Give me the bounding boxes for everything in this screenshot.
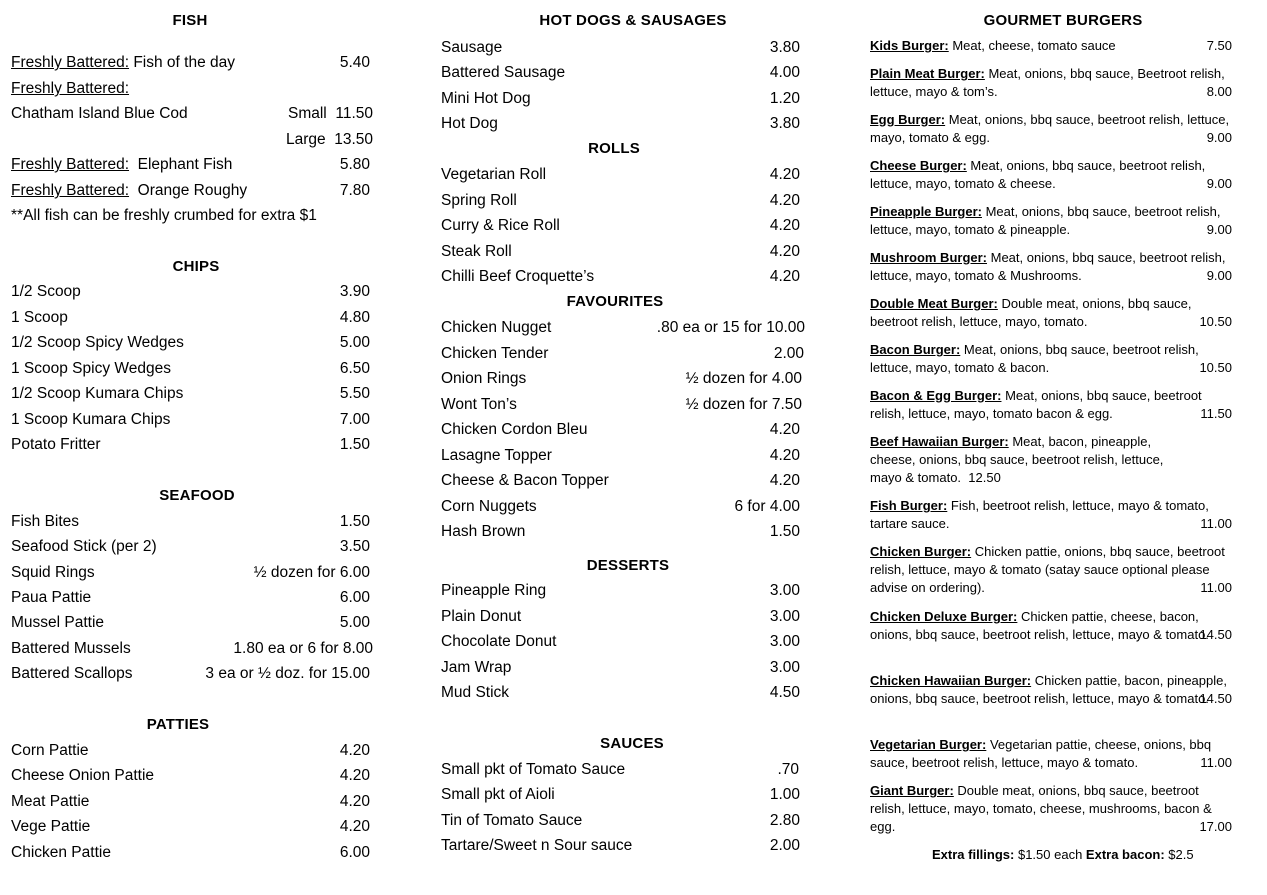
- menu-item: Chicken Cordon Bleu 4.20: [441, 421, 800, 438]
- menu-item: 1 Scoop Kumara Chips 7.00: [11, 411, 370, 428]
- sauces-heading: SAUCES: [600, 735, 664, 752]
- menu-item: Mini Hot Dog 1.20: [441, 90, 800, 107]
- menu-item: Paua Pattie 6.00: [11, 589, 370, 606]
- burger-item: Egg Burger: Meat, onions, bbq sauce, beetroot relish, lettuce, mayo, tomato & egg. 9.00: [870, 112, 1232, 146]
- menu-item: Chicken Tender 2.00: [441, 345, 804, 362]
- burger-item: Chicken Deluxe Burger: Chicken pattie, cheese, bacon, onions, bbq sauce, beetroot relish, lettuce, mayo & tomato. 14.50: [870, 609, 1232, 643]
- menu-item: Freshly Battered: Elephant Fish 5.80: [11, 156, 370, 173]
- burger-item: Giant Burger: Double meat, onions, bbq sauce, beetroot relish, lettuce, mayo, tomato, cheese, mushrooms, bacon & egg. 17.00: [870, 783, 1232, 835]
- burger-item: Fish Burger: Fish, beetroot relish, lettuce, mayo & tomato, tartare sauce. 11.00: [870, 498, 1232, 532]
- burger-item: Chicken Burger: Chicken pattie, onions, bbq sauce, beetroot relish, lettuce, mayo & tomato (satay sauce optional please advise on ordering). 11.00: [870, 544, 1232, 596]
- menu-item: Seafood Stick (per 2) 3.50: [11, 538, 370, 555]
- patties-heading: PATTIES: [146, 716, 210, 733]
- burger-item: Double Meat Burger: Double meat, onions, bbq sauce, beetroot relish, lettuce, mayo, tomato. 10.50: [870, 296, 1232, 330]
- menu-item: Meat Pattie 4.20: [11, 793, 370, 810]
- menu-item: Plain Donut 3.00: [441, 608, 800, 625]
- menu-item: Lasagne Topper 4.20: [441, 447, 800, 464]
- menu-item: Tartare/Sweet n Sour sauce 2.00: [441, 837, 800, 854]
- menu-item: Corn Pattie 4.20: [11, 742, 370, 759]
- hotdogs-heading: HOT DOGS & SAUSAGES: [539, 12, 727, 29]
- menu-item: Battered Sausage 4.00: [441, 64, 800, 81]
- menu-item: Pineapple Ring 3.00: [441, 582, 800, 599]
- burger-item: Vegetarian Burger: Vegetarian pattie, cheese, onions, bbq sauce, beetroot relish, lettuce, mayo & tomato. 11.00: [870, 737, 1232, 771]
- menu-item: Corn Nuggets 6 for 4.00: [441, 498, 800, 515]
- menu-item: Mussel Pattie 5.00: [11, 614, 370, 631]
- fish-note: **All fish can be freshly crumbed for extra $1: [11, 207, 317, 224]
- menu-item: Small pkt of Aioli 1.00: [441, 786, 800, 803]
- chips-heading: CHIPS: [172, 258, 220, 275]
- menu-item: Freshly Battered:: [11, 80, 130, 97]
- burgers-heading: GOURMET BURGERS: [983, 12, 1143, 29]
- burger-item: Mushroom Burger: Meat, onions, bbq sauce, beetroot relish, lettuce, mayo, tomato & Mushrooms. 9.00: [870, 250, 1232, 284]
- burger-item: Beef Hawaiian Burger: Meat, bacon, pineapple, cheese, onions, bbq sauce, beetroot relish, lettuce, mayo & tomato. 12.50: [870, 434, 1164, 486]
- menu-item: Small pkt of Tomato Sauce .70: [441, 761, 799, 778]
- burger-item: Bacon & Egg Burger: Meat, onions, bbq sauce, beetroot relish, lettuce, mayo, tomato bacon & egg. 11.50: [870, 388, 1232, 422]
- burger-item: Kids Burger: Meat, cheese, tomato sauce 7.50: [870, 38, 1232, 53]
- burger-item: Plain Meat Burger: Meat, onions, bbq sauce, Beetroot relish, lettuce, mayo & tom’s. 8.00: [870, 66, 1232, 100]
- menu-item: Mud Stick 4.50: [441, 684, 800, 701]
- extras-note: Extra fillings: $1.50 each Extra bacon: $2.5: [932, 847, 1194, 862]
- seafood-heading: SEAFOOD: [159, 487, 235, 504]
- menu-item: Chocolate Donut 3.00: [441, 633, 800, 650]
- menu-item: Steak Roll 4.20: [441, 243, 800, 260]
- desserts-heading: DESSERTS: [586, 557, 670, 574]
- menu-item: Large 13.50: [285, 131, 373, 148]
- menu-item: Battered Scallops 3 ea or ½ doz. for 15.00: [11, 665, 370, 682]
- burger-item: Chicken Hawaiian Burger: Chicken pattie, bacon, pineapple, onions, bbq sauce, beetroot relish, lettuce, mayo & tomato. 14.50: [870, 673, 1232, 707]
- menu-item: Spring Roll 4.20: [441, 192, 800, 209]
- fish-heading: FISH: [172, 12, 208, 29]
- menu-item: Freshly Battered: Orange Roughy 7.80: [11, 182, 370, 199]
- menu-item: Tin of Tomato Sauce 2.80: [441, 812, 800, 829]
- menu-item: Cheese & Bacon Topper 4.20: [441, 472, 800, 489]
- menu-item: Sausage 3.80: [441, 39, 800, 56]
- menu-item: Jam Wrap 3.00: [441, 659, 800, 676]
- menu-item: Chicken Nugget .80 ea or 15 for 10.00: [441, 319, 805, 336]
- menu-item: Freshly Battered: Fish of the day 5.40: [11, 54, 370, 71]
- menu-item: 1/2 Scoop 3.90: [11, 283, 370, 300]
- menu-item: Chilli Beef Croquette’s 4.20: [441, 268, 800, 285]
- menu-item: 1/2 Scoop Spicy Wedges 5.00: [11, 334, 370, 351]
- burger-item: Bacon Burger: Meat, onions, bbq sauce, beetroot relish, lettuce, mayo, tomato & bacon. 10.50: [870, 342, 1232, 376]
- menu-item: Vegetarian Roll 4.20: [441, 166, 800, 183]
- menu-item: Cheese Onion Pattie 4.20: [11, 767, 370, 784]
- menu-item: Vege Pattie 4.20: [11, 818, 370, 835]
- menu-item: Battered Mussels 1.80 ea or 6 for 8.00: [11, 640, 373, 657]
- menu-item: Hash Brown 1.50: [441, 523, 800, 540]
- menu-item: 1 Scoop 4.80: [11, 309, 370, 326]
- menu-item: Chicken Pattie 6.00: [11, 844, 370, 861]
- favourites-heading: FAVOURITES: [566, 293, 664, 310]
- menu-item: Hot Dog 3.80: [441, 115, 800, 132]
- menu-item: Wont Ton’s ½ dozen for 7.50: [441, 396, 802, 413]
- menu-item: Squid Rings ½ dozen for 6.00: [11, 564, 370, 581]
- menu-item: Onion Rings ½ dozen for 4.00: [441, 370, 802, 387]
- menu-item: Fish Bites 1.50: [11, 513, 370, 530]
- menu-item: Chatham Island Blue Cod Small 11.50: [11, 105, 373, 122]
- menu-item: 1 Scoop Spicy Wedges 6.50: [11, 360, 370, 377]
- menu-item: Potato Fritter 1.50: [11, 436, 370, 453]
- menu-item: Curry & Rice Roll 4.20: [441, 217, 800, 234]
- burger-item: Pineapple Burger: Meat, onions, bbq sauce, beetroot relish, lettuce, mayo, tomato & pineapple. 9.00: [870, 204, 1232, 238]
- rolls-heading: ROLLS: [588, 140, 640, 157]
- menu-item: 1/2 Scoop Kumara Chips 5.50: [11, 385, 370, 402]
- burger-item: Cheese Burger: Meat, onions, bbq sauce, beetroot relish, lettuce, mayo, tomato & cheese. 9.00: [870, 158, 1232, 192]
